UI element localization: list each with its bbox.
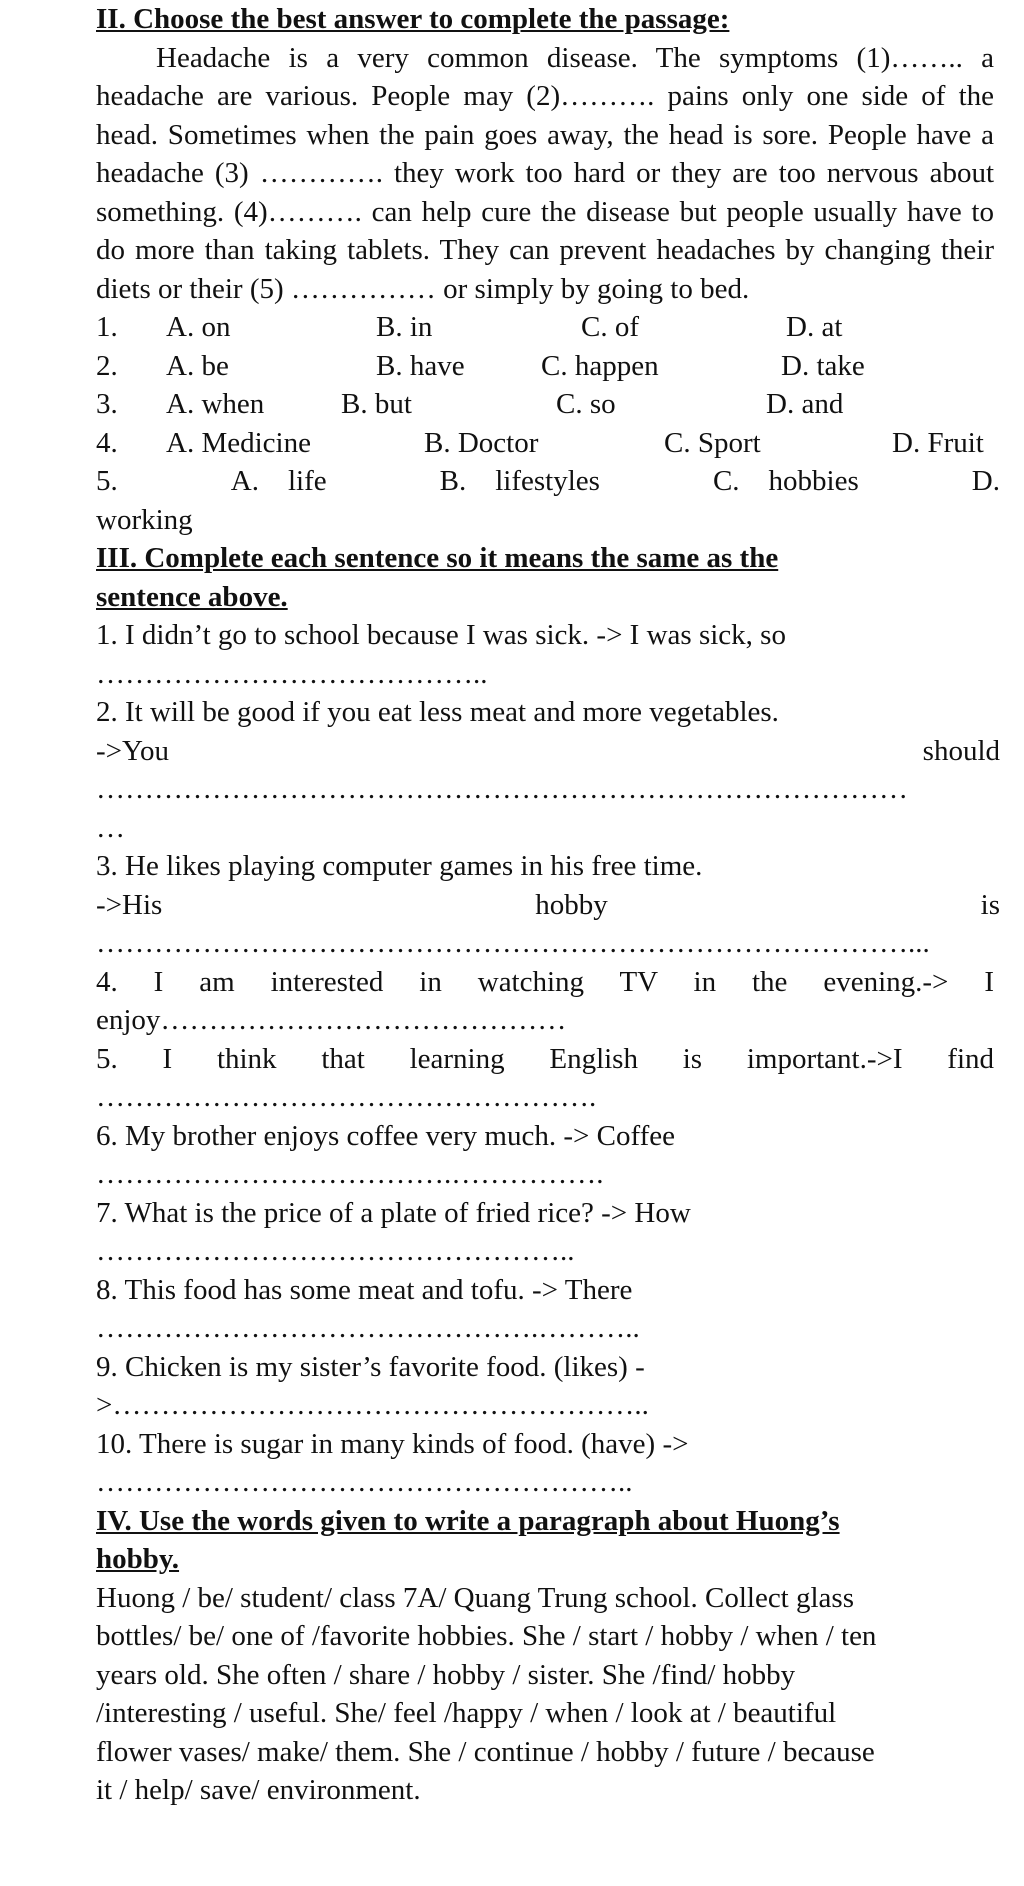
- section-iii-heading-cont: sentence above.: [96, 580, 288, 613]
- option-b: B. but: [341, 388, 412, 420]
- section-iii-heading: III. Complete each sentence so it means the same as the: [96, 542, 779, 574]
- mc-question-5-wrap: working: [96, 503, 193, 536]
- option-a: A. on: [166, 311, 231, 343]
- option-a: A. when: [166, 388, 265, 420]
- option-b: B. in: [376, 311, 433, 343]
- answer-blank[interactable]: ………………………………………………..: [96, 1466, 633, 1498]
- answer-blank[interactable]: …………………………………………..: [96, 1235, 575, 1267]
- word-prompt-paragraph: Huong / be/ student/ class 7A/ Quang Trung school. Collect glass bottles/ be/ one of /favorite hobbies. She / start / hobby / when / ten years old. She often / share / hobby / sister. She /find/ hobby /interesting / useful. She/ feel /happy / when / look at / beautiful flower vases/ make/ them. She / continue / hobby / future / because it / help/ save/ environment.: [96, 1581, 877, 1806]
- option-b: B. Doctor: [424, 426, 539, 459]
- rewrite-item-9: 9. Chicken is my sister’s favorite food. (likes) - >………………………………………………..: [96, 1348, 994, 1425]
- option-b: B. lifestyles: [439, 465, 600, 497]
- answer-blank[interactable]: …………………………………………………………………………: [96, 773, 908, 805]
- option-c: C. of: [581, 311, 639, 343]
- option-b: B. have: [376, 349, 465, 382]
- headache-passage: Headache is a very common disease. The symptoms (1)…….. a headache are various. People may (2)………. pains only one side of the head. Sometimes when the pain goes away, the head is sore. People have a headache (3) …………. they work too hard or they are too nervous about something. (4)………. can help cure the disease but people usually have to do more than taking tablets. They can prevent headaches by changing their diets or their (5) …………… or simply by going to bed.: [96, 41, 994, 305]
- rewrite-item-4: 4. I am interested in watching TV in the evening.-> I enjoy……………………………………: [96, 963, 994, 1040]
- section-ii-heading: II. Choose the best answer to complete the passage:: [96, 3, 730, 35]
- mc-question-3: 3. A. when B. but C. so D. and: [96, 385, 1000, 424]
- mc-question-5: 5. A. life B. lifestyles C. hobbies D.: [96, 462, 1000, 501]
- mc-question-1: 1. A. on B. in C. of D. at: [96, 308, 1000, 347]
- section-iv-heading-cont: hobby.: [96, 1543, 180, 1575]
- option-d: D. take: [781, 349, 865, 382]
- rewrite-item-2: 2. It will be good if you eat less meat and more vegetables. ->You should ………………………………………………………………………… …: [96, 696, 1000, 844]
- rewrite-item-5: 5. I think that learning English is important.->I find …………………………………………….: [96, 1040, 994, 1117]
- answer-blank[interactable]: …………………………………..: [96, 657, 488, 690]
- answer-blank[interactable]: ……………………………….…………….: [96, 1158, 604, 1190]
- option-c: C. so: [556, 388, 616, 420]
- option-a: A. life: [230, 465, 327, 497]
- rewrite-item-7: 7. What is the price of a plate of fried rice? -> How …………………………………………..: [96, 1194, 994, 1271]
- answer-blank[interactable]: …………………………………………….: [96, 1081, 597, 1113]
- option-d: D. Fruit: [892, 426, 984, 459]
- answer-blank[interactable]: …………………………………………………………………………...: [96, 927, 930, 959]
- mc-question-list: [96, 308, 1000, 539]
- section-iv-heading: IV. Use the words given to write a paragraph about Huong’s: [96, 1504, 840, 1537]
- option-a: A. be: [166, 349, 229, 382]
- rewrite-item-6: 6. My brother enjoys coffee very much. -> Coffee ……………………………….…………….: [96, 1117, 994, 1194]
- answer-blank[interactable]: >………………………………………………..: [96, 1389, 649, 1421]
- option-c: C. hobbies: [712, 465, 859, 497]
- option-c: C. happen: [541, 349, 659, 382]
- option-d: D. and: [766, 388, 844, 420]
- answer-blank[interactable]: ……………………………………….………..: [96, 1312, 640, 1344]
- mc-question-4: 4. A. Medicine B. Doctor C. Sport D. Fruit: [96, 424, 1000, 463]
- rewrite-item-3: 3. He likes playing computer games in his free time. ->His hobby is …………………………………………………………………………...: [96, 847, 994, 963]
- rewrite-item-8: 8. This food has some meat and tofu. -> There ……………………………………….………..: [96, 1271, 994, 1348]
- option-a: A. Medicine: [166, 426, 311, 459]
- option-d: D.: [971, 465, 1000, 497]
- answer-blank[interactable]: enjoy……………………………………: [96, 1004, 567, 1036]
- option-c: C. Sport: [664, 426, 761, 459]
- option-d: D. at: [786, 311, 843, 343]
- mc-question-2: 2. A. be B. have C. happen D. take: [96, 347, 1000, 386]
- rewrite-item-1: 1. I didn’t go to school because I was sick. -> I was sick, so …………………………………..: [96, 616, 994, 693]
- rewrite-item-10: 10. There is sugar in many kinds of food. (have) -> ………………………………………………..: [96, 1425, 994, 1502]
